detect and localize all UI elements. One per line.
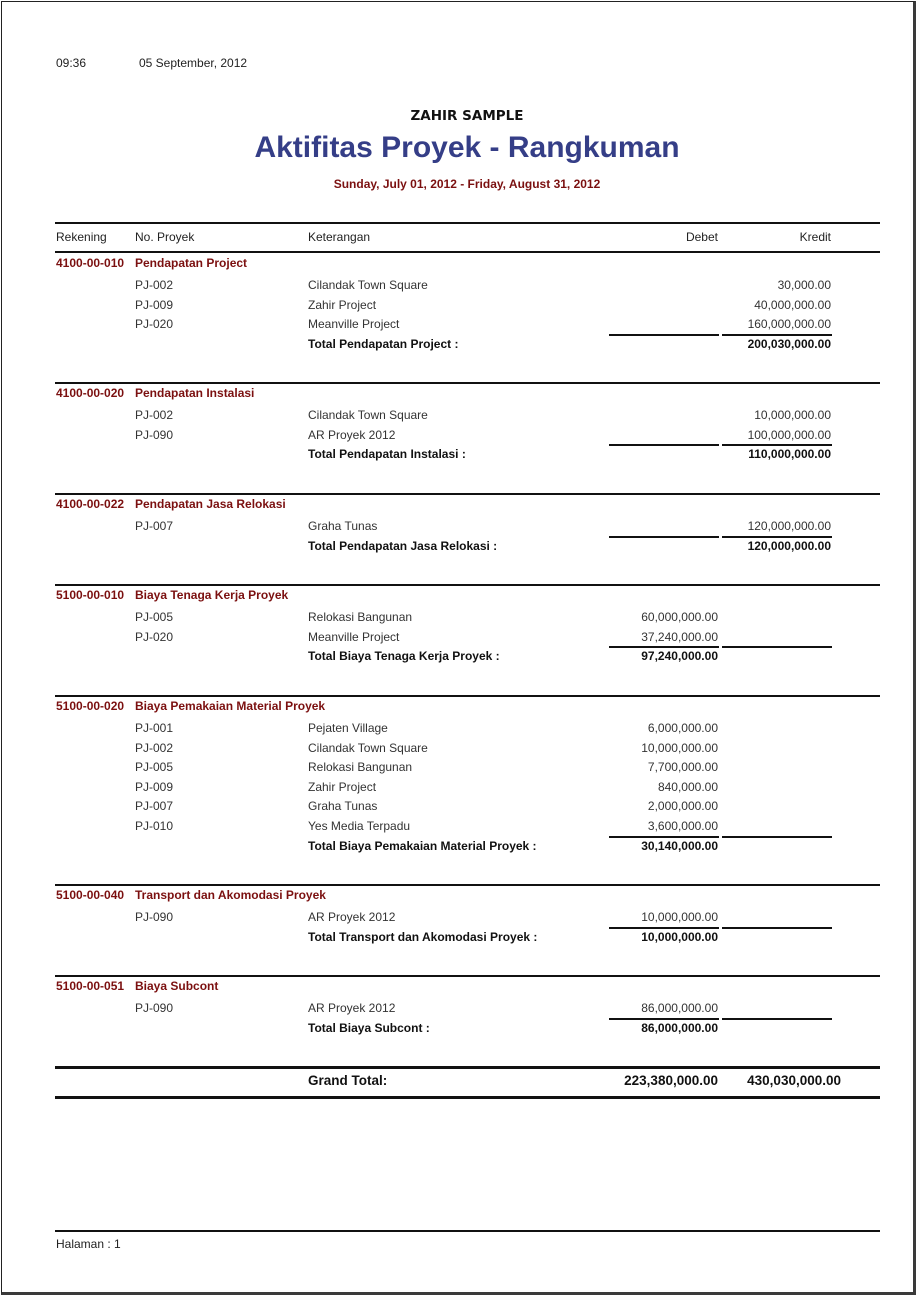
project-description: Graha Tunas: [308, 519, 378, 533]
project-number: PJ-002: [135, 408, 174, 422]
project-description: Yes Media Terpadu: [308, 819, 411, 833]
section-total-label: Total Biaya Tenaga Kerja Proyek :: [308, 649, 500, 664]
subtotal-underline: [609, 334, 719, 336]
grand-total-debet: 223,380,000.00: [624, 1073, 718, 1088]
column-header-keterangan: Keterangan: [308, 230, 371, 244]
header-bottom-rule: [55, 251, 880, 253]
project-description: Zahir Project: [308, 779, 377, 794]
grand-total-kredit: 430,030,000.00: [747, 1073, 841, 1088]
project-number: PJ-020: [135, 317, 174, 332]
project-number: PJ-090: [135, 427, 174, 442]
project-number: PJ-009: [135, 779, 174, 794]
account-name: Biaya Tenaga Kerja Proyek: [135, 588, 289, 602]
debet-amount: 840,000.00: [657, 779, 718, 794]
grand-total-label: Grand Total:: [308, 1073, 388, 1088]
subtotal-underline: [722, 646, 832, 648]
project-number: PJ-020: [135, 629, 174, 644]
section-separator: [55, 884, 880, 886]
grand-total-bottom-rule: [55, 1096, 880, 1099]
kredit-amount: 40,000,000.00: [754, 297, 831, 312]
project-description: AR Proyek 2012: [308, 910, 396, 924]
kredit-amount: 30,000.00: [777, 278, 831, 292]
debet-amount: 7,700,000.00: [647, 760, 718, 775]
project-number: PJ-002: [135, 740, 174, 755]
print-date: 05 September, 2012: [139, 56, 248, 70]
report-page: [1, 1, 916, 1295]
section-total-label: Total Transport dan Akomodasi Proyek :: [308, 929, 538, 944]
subtotal-underline: [722, 444, 832, 446]
column-header-no-proyek: No. Proyek: [135, 230, 195, 244]
subtotal-underline: [722, 927, 832, 929]
project-description: Meanville Project: [308, 629, 400, 644]
project-number: PJ-007: [135, 799, 174, 814]
kredit-amount: 10,000,000.00: [754, 408, 831, 422]
section-total-debet: 97,240,000.00: [641, 649, 718, 664]
account-name: Biaya Subcont: [135, 979, 219, 993]
account-code: 4100-00-022: [56, 497, 125, 511]
account-name: Pendapatan Jasa Relokasi: [135, 497, 286, 511]
project-number: PJ-005: [135, 610, 174, 624]
footer-rule: [55, 1230, 880, 1232]
column-header-rekening: Rekening: [56, 230, 107, 244]
subtotal-underline: [722, 1018, 832, 1020]
account-code: 4100-00-020: [56, 386, 125, 400]
project-description: AR Proyek 2012: [308, 427, 396, 442]
section-total-label: Total Biaya Subcont :: [308, 1020, 430, 1035]
section-separator: [55, 975, 880, 977]
project-number: PJ-001: [135, 721, 174, 735]
debet-amount: 60,000,000.00: [641, 610, 718, 624]
kredit-amount: 160,000,000.00: [747, 317, 831, 332]
project-description: Meanville Project: [308, 317, 400, 332]
project-number: PJ-009: [135, 297, 174, 312]
debet-amount: 86,000,000.00: [641, 1001, 718, 1015]
section-total-label: Total Pendapatan Project :: [308, 336, 459, 351]
project-description: Zahir Project: [308, 297, 377, 312]
section-total-debet: 86,000,000.00: [641, 1020, 718, 1035]
section-total-debet: 30,140,000.00: [641, 838, 718, 853]
project-description: Cilandak Town Square: [308, 278, 428, 292]
account-code: 5100-00-040: [56, 888, 125, 902]
section-total-label: Total Pendapatan Jasa Relokasi :: [308, 538, 498, 553]
kredit-amount: 100,000,000.00: [747, 427, 831, 442]
project-number: PJ-090: [135, 910, 174, 924]
account-name: Biaya Pemakaian Material Proyek: [135, 699, 326, 713]
project-number: PJ-090: [135, 1001, 174, 1015]
project-description: Relokasi Bangunan: [308, 610, 413, 624]
project-description: Pejaten Village: [308, 721, 388, 735]
debet-amount: 3,600,000.00: [647, 819, 718, 833]
section-total-kredit: 120,000,000.00: [747, 538, 831, 553]
page-number: Halaman : 1: [56, 1237, 121, 1251]
account-name: Transport dan Akomodasi Proyek: [135, 888, 326, 902]
section-total-label: Total Pendapatan Instalasi :: [308, 447, 466, 462]
project-number: PJ-007: [135, 519, 174, 533]
header-top-rule: [55, 222, 880, 224]
account-code: 5100-00-051: [56, 979, 125, 993]
project-description: Relokasi Bangunan: [308, 760, 413, 775]
section-total-label: Total Biaya Pemakaian Material Proyek :: [308, 838, 537, 853]
debet-amount: 6,000,000.00: [647, 721, 718, 735]
section-separator: [55, 584, 880, 586]
project-number: PJ-005: [135, 760, 174, 775]
grand-total-top-rule: [55, 1066, 880, 1069]
debet-amount: 2,000,000.00: [647, 799, 718, 814]
subtotal-underline: [722, 836, 832, 838]
column-header-kredit: Kredit: [799, 230, 831, 244]
subtotal-underline: [609, 444, 719, 446]
project-description: Cilandak Town Square: [308, 740, 428, 755]
project-description: AR Proyek 2012: [308, 1001, 396, 1015]
column-header-debet: Debet: [685, 230, 718, 244]
debet-amount: 10,000,000.00: [641, 740, 718, 755]
account-code: 5100-00-020: [56, 699, 125, 713]
section-separator: [55, 695, 880, 697]
print-time: 09:36: [56, 56, 87, 70]
section-separator: [55, 493, 880, 495]
section-total-kredit: 200,030,000.00: [747, 336, 831, 351]
kredit-amount: 120,000,000.00: [747, 519, 831, 533]
account-code: 4100-00-010: [56, 256, 125, 270]
subtotal-underline: [609, 646, 719, 648]
debet-amount: 37,240,000.00: [641, 629, 718, 644]
company-name: ZAHIR SAMPLE: [410, 108, 524, 124]
project-description: Cilandak Town Square: [308, 408, 428, 422]
report-title: Aktifitas Proyek - Rangkuman: [254, 131, 680, 164]
report-period: Sunday, July 01, 2012 - Friday, August 31, 2012: [333, 177, 601, 191]
subtotal-underline: [609, 536, 719, 538]
account-name: Pendapatan Project: [135, 256, 248, 270]
project-description: Graha Tunas: [308, 799, 378, 814]
section-total-debet: 10,000,000.00: [641, 929, 718, 944]
debet-amount: 10,000,000.00: [641, 910, 718, 924]
account-name: Pendapatan Instalasi: [135, 386, 255, 400]
project-number: PJ-010: [135, 819, 174, 833]
subtotal-underline: [722, 334, 832, 336]
project-number: PJ-002: [135, 278, 174, 292]
account-code: 5100-00-010: [56, 588, 125, 602]
section-total-kredit: 110,000,000.00: [748, 447, 831, 462]
section-separator: [55, 382, 880, 384]
